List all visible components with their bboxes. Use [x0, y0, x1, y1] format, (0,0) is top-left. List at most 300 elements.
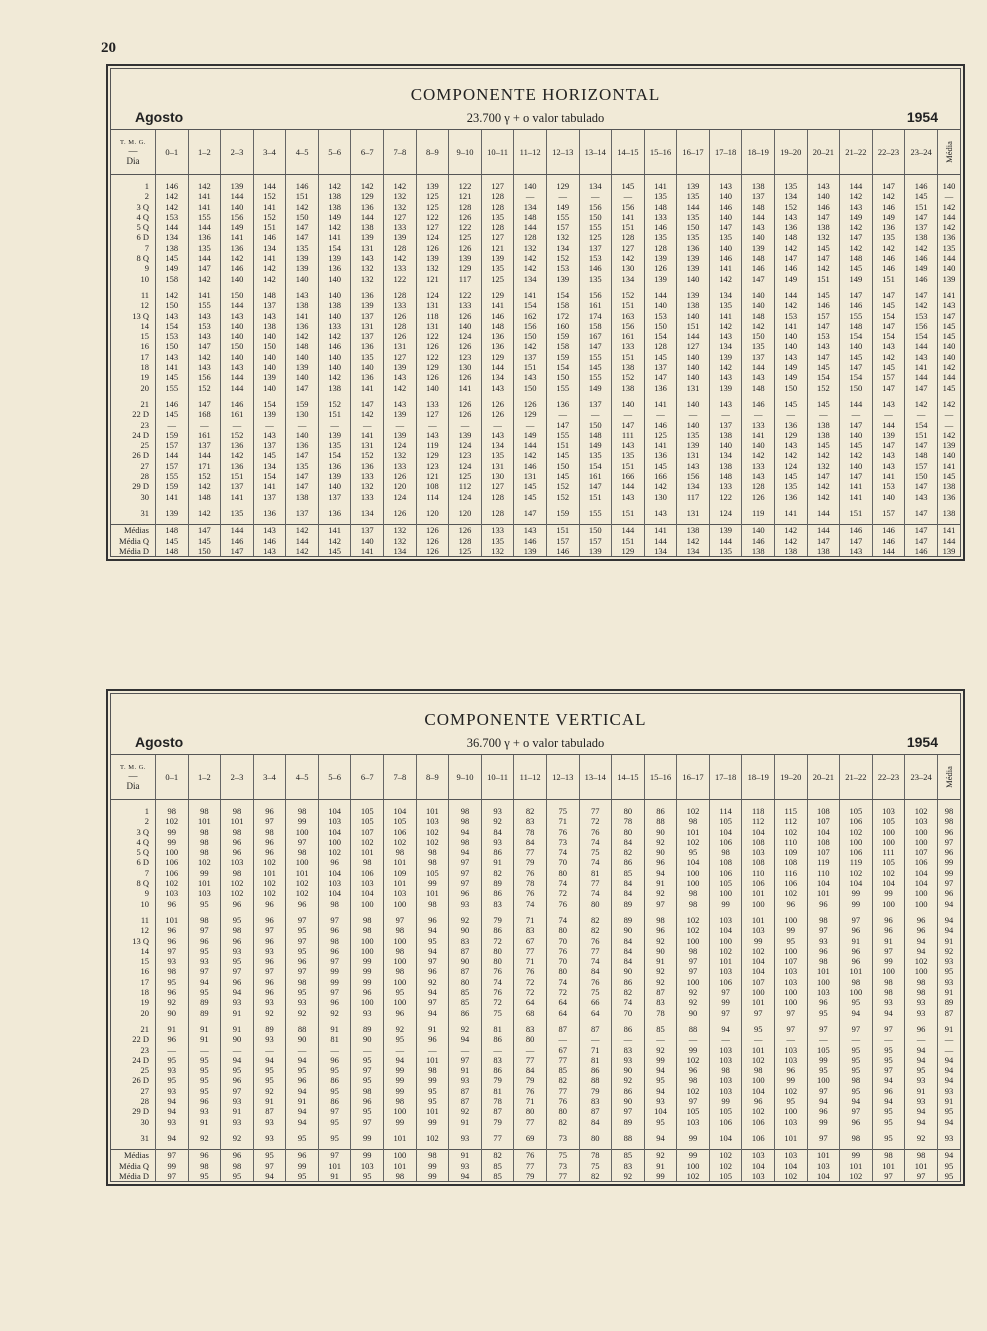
cell: 128 — [644, 243, 677, 253]
cell: 147 — [840, 232, 873, 242]
cell: 150 — [742, 331, 775, 341]
cell: 78 — [514, 827, 547, 837]
cell: 92 — [449, 1024, 482, 1034]
cell: 147 — [579, 481, 612, 491]
cell: 147 — [872, 290, 905, 300]
cell: 102 — [221, 878, 254, 888]
cell: 151 — [612, 222, 645, 232]
cell: 143 — [677, 461, 710, 471]
cell: 119 — [416, 440, 449, 450]
cell: 94 — [286, 1086, 319, 1096]
cell: 134 — [481, 372, 514, 382]
cell: 109 — [384, 868, 417, 878]
cell: 74 — [546, 915, 579, 925]
cell: 137 — [221, 481, 254, 491]
cell: 131 — [514, 471, 547, 481]
cell: 79 — [481, 1075, 514, 1085]
cell: 159 — [546, 508, 579, 518]
cell: 145 — [938, 383, 961, 393]
cell: 143 — [905, 492, 938, 502]
average-cell: 137 — [351, 525, 384, 536]
average-cell: 99 — [156, 1161, 189, 1171]
cell: 102 — [384, 837, 417, 847]
cell: 144 — [188, 222, 221, 232]
cell: 127 — [481, 481, 514, 491]
cell: 156 — [677, 471, 710, 481]
cell: 100 — [905, 966, 938, 976]
cell: 141 — [286, 311, 319, 321]
cell: 86 — [481, 1065, 514, 1075]
cell: 126 — [384, 508, 417, 518]
cell: 136 — [774, 420, 807, 430]
cell: 150 — [677, 222, 710, 232]
cell: 144 — [351, 212, 384, 222]
average-cell: 101 — [840, 1161, 873, 1171]
cell: 147 — [807, 212, 840, 222]
cell: 93 — [449, 1075, 482, 1085]
cell: 94 — [938, 1117, 961, 1127]
cell: 104 — [677, 857, 710, 867]
cell: 92 — [253, 1008, 286, 1018]
cell: 143 — [709, 399, 742, 409]
cell: 127 — [384, 212, 417, 222]
cell: 133 — [384, 263, 417, 273]
cell: 103 — [807, 987, 840, 997]
cell: 104 — [742, 1086, 775, 1096]
cell: — — [579, 1034, 612, 1044]
cell: 103 — [774, 977, 807, 987]
cell: 142 — [807, 481, 840, 491]
cell: 97 — [351, 1117, 384, 1127]
cell: 143 — [221, 362, 254, 372]
cell: 133 — [449, 300, 482, 310]
cell: 76 — [579, 936, 612, 946]
horizontal-rows — [111, 175, 960, 557]
cell: 86 — [481, 1034, 514, 1044]
cell: 140 — [709, 191, 742, 201]
cell: 144 — [742, 362, 775, 372]
cell: 103 — [872, 806, 905, 816]
cell: 136 — [481, 341, 514, 351]
cell: 129 — [546, 181, 579, 191]
average-cell: 101 — [905, 1161, 938, 1171]
table-row — [111, 461, 960, 471]
cell: 126 — [416, 341, 449, 351]
cell: 103 — [709, 966, 742, 976]
column-header: 13–14 — [579, 755, 612, 800]
cell: 140 — [318, 362, 351, 372]
cell: — — [644, 409, 677, 419]
cell: — — [481, 1045, 514, 1055]
cell: 147 — [644, 372, 677, 382]
cell: 135 — [612, 450, 645, 460]
average-cell: 141 — [644, 525, 677, 536]
cell: 71 — [514, 956, 547, 966]
cell: 158 — [579, 321, 612, 331]
cell: 137 — [286, 508, 319, 518]
cell: 154 — [318, 450, 351, 460]
cell: 142 — [709, 362, 742, 372]
cell: 152 — [188, 471, 221, 481]
cell: 144 — [774, 290, 807, 300]
cell: 171 — [188, 461, 221, 471]
cell: 152 — [546, 492, 579, 502]
cell: 108 — [416, 481, 449, 491]
cell: 131 — [677, 508, 710, 518]
cell: 140 — [318, 274, 351, 284]
cell: 73 — [546, 1133, 579, 1143]
column-header: 2–3 — [221, 755, 254, 800]
cell: 147 — [774, 253, 807, 263]
cell: 104 — [318, 868, 351, 878]
day-label: 4 Q — [136, 211, 149, 222]
column-header: 7–8 — [384, 130, 417, 175]
cell: 101 — [188, 878, 221, 888]
average-cell: 126 — [416, 525, 449, 536]
cell: 126 — [449, 372, 482, 382]
cell: 140 — [677, 311, 710, 321]
cell: 100 — [807, 1075, 840, 1085]
cell: 89 — [612, 1117, 645, 1127]
day-label: 27 — [140, 1085, 149, 1096]
cell: 103 — [709, 915, 742, 925]
cell: 145 — [905, 191, 938, 201]
average-cell: 144 — [612, 525, 645, 536]
cell: 142 — [807, 450, 840, 460]
cell: 100 — [384, 899, 417, 909]
cell: 152 — [221, 430, 254, 440]
cell: 75 — [579, 987, 612, 997]
cell: 143 — [514, 372, 547, 382]
cell: 136 — [351, 461, 384, 471]
cell: 101 — [384, 878, 417, 888]
table-row — [111, 440, 960, 450]
cell: 94 — [221, 987, 254, 997]
cell: 137 — [253, 440, 286, 450]
cell: 83 — [644, 997, 677, 1007]
cell: 95 — [840, 997, 873, 1007]
cell: 104 — [644, 1106, 677, 1116]
cell: 140 — [286, 274, 319, 284]
cell: 143 — [709, 372, 742, 382]
cell: 102 — [709, 946, 742, 956]
cell: — — [579, 191, 612, 201]
cell: 95 — [905, 1065, 938, 1075]
cell: 149 — [546, 202, 579, 212]
cell: 102 — [221, 888, 254, 898]
average-cell: 94 — [253, 1171, 286, 1181]
cell: 143 — [872, 341, 905, 351]
cell: 141 — [742, 430, 775, 440]
cell: 83 — [612, 1045, 645, 1055]
cell: 92 — [253, 1086, 286, 1096]
cell: 142 — [188, 508, 221, 518]
cell: 142 — [644, 481, 677, 491]
average-cell: 98 — [872, 1150, 905, 1161]
cell: 98 — [449, 806, 482, 816]
cell: 132 — [384, 202, 417, 212]
table-row — [111, 253, 960, 263]
cell: 98 — [221, 806, 254, 816]
table-row — [111, 372, 960, 382]
average-cell: 138 — [774, 546, 807, 556]
cell: 150 — [579, 420, 612, 430]
column-header: 12–13 — [546, 755, 579, 800]
cell: 144 — [807, 508, 840, 518]
cell: 108 — [807, 837, 840, 847]
cell: 140 — [774, 341, 807, 351]
cell: 123 — [449, 450, 482, 460]
day-label: 23 — [140, 419, 149, 430]
cell: 143 — [188, 362, 221, 372]
cell: 140 — [253, 383, 286, 393]
average-cell: 103 — [742, 1171, 775, 1181]
cell: 98 — [156, 806, 189, 816]
cell: 140 — [872, 492, 905, 502]
cell: 156 — [188, 372, 221, 382]
table-row — [111, 212, 960, 222]
cell: 95 — [807, 1065, 840, 1075]
cell: 146 — [905, 181, 938, 191]
cell: 147 — [286, 481, 319, 491]
table-row — [111, 956, 960, 966]
cell: 148 — [840, 253, 873, 263]
cell: 144 — [156, 450, 189, 460]
cell: 136 — [774, 492, 807, 502]
cell: 139 — [156, 508, 189, 518]
table-row — [111, 1055, 960, 1065]
cell: 135 — [188, 243, 221, 253]
cell: 96 — [807, 1106, 840, 1116]
cell: 97 — [416, 956, 449, 966]
cell: 124 — [774, 461, 807, 471]
cell: 85 — [612, 868, 645, 878]
cell: 97 — [318, 956, 351, 966]
cell: 142 — [938, 202, 961, 212]
cell: 98 — [188, 827, 221, 837]
cell: 96 — [416, 1034, 449, 1044]
cell: 151 — [579, 492, 612, 502]
cell: 140 — [709, 440, 742, 450]
cell: 106 — [709, 837, 742, 847]
cell: 101 — [188, 816, 221, 826]
cell: 139 — [677, 290, 710, 300]
cell: 146 — [807, 202, 840, 212]
cell: 101 — [709, 956, 742, 966]
cell: 159 — [156, 481, 189, 491]
cell: 138 — [905, 232, 938, 242]
cell: 98 — [221, 827, 254, 837]
cell: 102 — [286, 888, 319, 898]
day-label: 15 — [140, 331, 149, 342]
cell: 90 — [612, 1065, 645, 1075]
cell: 95 — [840, 1045, 873, 1055]
cell: 152 — [774, 202, 807, 212]
cell: 145 — [840, 440, 873, 450]
cell: 98 — [351, 1086, 384, 1096]
cell: 139 — [644, 253, 677, 263]
cell: — — [318, 1045, 351, 1055]
cell: 94 — [449, 1034, 482, 1044]
cell: 128 — [481, 508, 514, 518]
cell: 89 — [612, 915, 645, 925]
cell: 79 — [481, 1117, 514, 1127]
cell: 147 — [612, 420, 645, 430]
cell: 140 — [677, 399, 710, 409]
day-label: 26 D — [132, 1075, 149, 1086]
cell: 96 — [872, 1086, 905, 1096]
cell: 154 — [579, 461, 612, 471]
cell: 100 — [840, 987, 873, 997]
cell: 125 — [416, 202, 449, 212]
cell: — — [416, 420, 449, 430]
cell: 142 — [840, 191, 873, 201]
table-row — [111, 888, 960, 898]
cell: 107 — [905, 847, 938, 857]
cell: 80 — [546, 868, 579, 878]
day-label: 19 — [140, 372, 149, 383]
cell: 139 — [384, 409, 417, 419]
cell: 74 — [546, 977, 579, 987]
cell: 144 — [514, 440, 547, 450]
day-label: 27 — [140, 460, 149, 471]
cell: 123 — [449, 352, 482, 362]
cell: 93 — [612, 1055, 645, 1065]
cell: 97 — [318, 1106, 351, 1116]
page-number: 20 — [101, 40, 116, 56]
cell: 96 — [872, 915, 905, 925]
cell: 148 — [709, 471, 742, 481]
cell: 128 — [481, 492, 514, 502]
cell: 140 — [742, 290, 775, 300]
cell: — — [188, 1045, 221, 1055]
cell: 142 — [514, 450, 547, 460]
cell: 98 — [188, 806, 221, 816]
cell: 146 — [156, 181, 189, 191]
cell: 136 — [644, 450, 677, 460]
cell: 145 — [807, 440, 840, 450]
cell: 80 — [612, 806, 645, 816]
cell: 142 — [872, 352, 905, 362]
cell: 81 — [481, 1024, 514, 1034]
cell: 146 — [872, 202, 905, 212]
cell: 119 — [807, 857, 840, 867]
label-tmg: T. M. G. — [119, 763, 147, 771]
cell: 108 — [774, 857, 807, 867]
average-cell: 132 — [384, 536, 417, 546]
cell: 79 — [514, 1075, 547, 1085]
cell: 142 — [742, 450, 775, 460]
cell: 71 — [546, 816, 579, 826]
cell: 142 — [514, 253, 547, 263]
cell: 104 — [742, 966, 775, 976]
average-cell: 139 — [579, 546, 612, 556]
cell: 90 — [644, 946, 677, 956]
cell: 74 — [546, 878, 579, 888]
day-label: 11 — [140, 914, 149, 925]
column-header: 8–9 — [416, 130, 449, 175]
average-cell: 85 — [481, 1161, 514, 1171]
cell: 95 — [872, 1045, 905, 1055]
cell: 137 — [742, 352, 775, 362]
cell: 155 — [546, 430, 579, 440]
cell: 97 — [188, 966, 221, 976]
cell: 101 — [807, 966, 840, 976]
table-row — [111, 399, 960, 409]
cell: 94 — [156, 1096, 189, 1106]
cell: 71 — [579, 1045, 612, 1055]
cell: 157 — [807, 311, 840, 321]
cell: 124 — [449, 331, 482, 341]
cell: 147 — [872, 181, 905, 191]
average-cell: 95 — [351, 1171, 384, 1181]
average-cell: 77 — [514, 1161, 547, 1171]
day-label: 12 — [140, 300, 149, 311]
cell: 97 — [253, 925, 286, 935]
cell: — — [677, 409, 710, 419]
cell: 95 — [221, 1065, 254, 1075]
cell: 104 — [709, 1133, 742, 1143]
cell: 95 — [416, 936, 449, 946]
cell: 151 — [221, 471, 254, 481]
cell: 101 — [416, 888, 449, 898]
cell: 98 — [253, 827, 286, 837]
cell: 140 — [742, 300, 775, 310]
cell: 82 — [612, 847, 645, 857]
cell: 96 — [938, 888, 961, 898]
cell: 132 — [416, 263, 449, 273]
cell: 95 — [938, 1106, 961, 1116]
average-cell: 103 — [807, 1161, 840, 1171]
cell: 82 — [514, 806, 547, 816]
cell: 98 — [384, 966, 417, 976]
cell: 95 — [872, 1055, 905, 1065]
vertical-rows — [111, 800, 960, 1182]
cell: 153 — [156, 331, 189, 341]
cell: 140 — [709, 243, 742, 253]
cell: 100 — [872, 899, 905, 909]
cell: 100 — [351, 997, 384, 1007]
cell: 141 — [938, 461, 961, 471]
table-row — [111, 977, 960, 987]
cell: 148 — [644, 202, 677, 212]
cell: 143 — [221, 311, 254, 321]
day-label: 17 — [140, 976, 149, 987]
average-cell: 139 — [709, 525, 742, 536]
average-cell: 82 — [481, 1150, 514, 1161]
cell: 98 — [742, 1065, 775, 1075]
average-cell: 99 — [416, 1171, 449, 1181]
cell: 72 — [481, 936, 514, 946]
cell: 147 — [807, 471, 840, 481]
cell: 140 — [221, 274, 254, 284]
cell: 94 — [449, 847, 482, 857]
cell: 156 — [514, 321, 547, 331]
cell: 140 — [938, 341, 961, 351]
cell: 95 — [807, 1008, 840, 1018]
cell: 102 — [742, 946, 775, 956]
cell: 122 — [449, 222, 482, 232]
cell: 126 — [384, 471, 417, 481]
cell: 97 — [774, 1008, 807, 1018]
cell: 99 — [644, 1055, 677, 1065]
cell: 105 — [872, 816, 905, 826]
cell: 138 — [318, 202, 351, 212]
cell: 80 — [481, 946, 514, 956]
cell: 93 — [221, 946, 254, 956]
day-label: 18 — [140, 987, 149, 998]
cell: 141 — [318, 232, 351, 242]
